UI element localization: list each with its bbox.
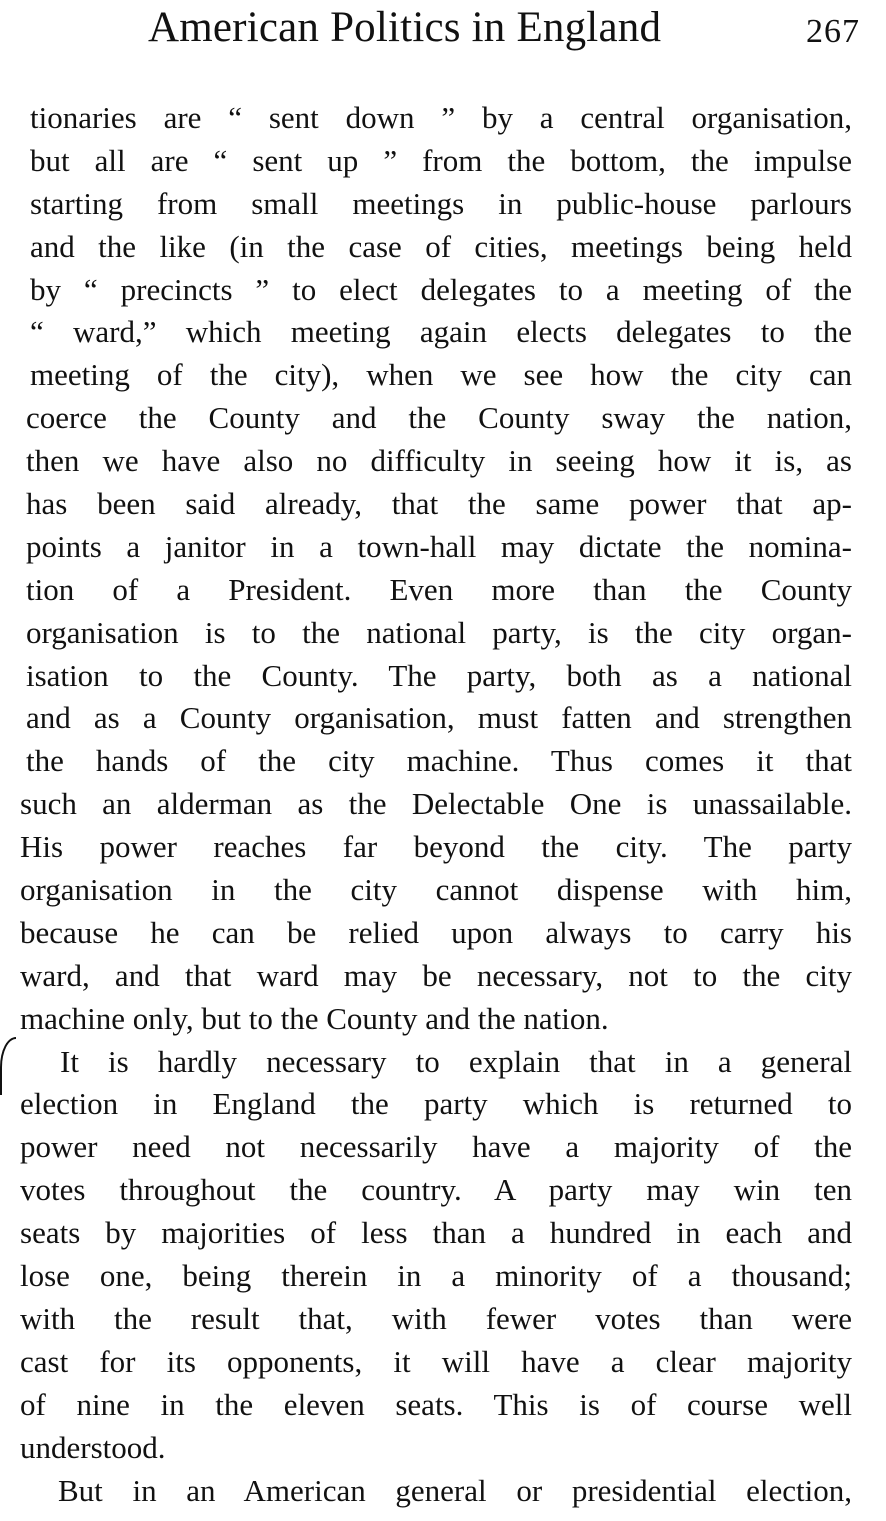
- text-line: tion of a President. Even more than the County: [26, 571, 852, 607]
- text-line: understood.: [20, 1429, 166, 1465]
- text-line: the hands of the city machine. Thus comes it that: [26, 743, 852, 779]
- running-title: American Politics in England: [148, 4, 662, 51]
- text-line: power need not necessarily have a majority of the: [20, 1129, 852, 1165]
- text-line: seats by majorities of less than a hundred in each and: [20, 1215, 852, 1251]
- text-line: cast for its opponents, it will have a clear majority: [20, 1343, 852, 1379]
- text-line: machine only, but to the County and the nation.: [20, 1000, 609, 1036]
- text-line: “ ward,” which meeting again elects delegates to the: [30, 314, 852, 350]
- text-line: then we have also no difficulty in seeing how it is, as: [26, 443, 852, 479]
- text-line: election in England the party which is returned to: [20, 1086, 852, 1122]
- page-number: 267: [806, 13, 860, 50]
- text-line: coerce the County and the County sway the nation,: [26, 400, 852, 436]
- text-line: votes throughout the country. A party may win ten: [20, 1172, 852, 1208]
- text-line: meeting of the city), when we see how the city can: [30, 357, 852, 393]
- text-line: It is hardly necessary to explain that in a general: [60, 1043, 852, 1079]
- body-text: [20, 97, 852, 1512]
- text-line: and the like (in the case of cities, meetings being held: [30, 228, 852, 264]
- text-line: organisation is to the national party, is the city organ-: [26, 614, 852, 650]
- text-line: such an alderman as the Delectable One is unassailable.: [20, 786, 852, 822]
- text-line: ward, and that ward may be necessary, not to the city: [20, 957, 852, 993]
- text-line: with the result that, with fewer votes than were: [20, 1300, 852, 1336]
- text-line: His power reaches far beyond the city. The party: [20, 829, 852, 865]
- running-head: [0, 2, 864, 54]
- text-line: starting from small meetings in public-house parlours: [30, 185, 852, 221]
- text-line: because he can be relied upon always to carry his: [20, 914, 852, 950]
- text-line: points a janitor in a town-hall may dictate the nomina-: [26, 528, 852, 564]
- margin-bracket-mark: [0, 1037, 16, 1095]
- text-line: of nine in the eleven seats. This is of course well: [20, 1386, 852, 1422]
- text-line: But in an American general or presidential election,: [58, 1472, 852, 1508]
- text-line: by “ precincts ” to elect delegates to a meeting of the: [30, 271, 852, 307]
- text-line: isation to the County. The party, both as a national: [26, 657, 852, 693]
- text-line: tionaries are “ sent down ” by a central organisation,: [30, 100, 852, 135]
- text-line: lose one, being therein in a minority of a thousand;: [20, 1258, 852, 1294]
- text-line: and as a County organisation, must fatten and strengthen: [26, 700, 852, 736]
- text-line: but all are “ sent up ” from the bottom, the impulse: [30, 142, 852, 178]
- text-line: organisation in the city cannot dispense with him,: [20, 872, 852, 908]
- text-line: has been said already, that the same power that ap-: [26, 486, 852, 522]
